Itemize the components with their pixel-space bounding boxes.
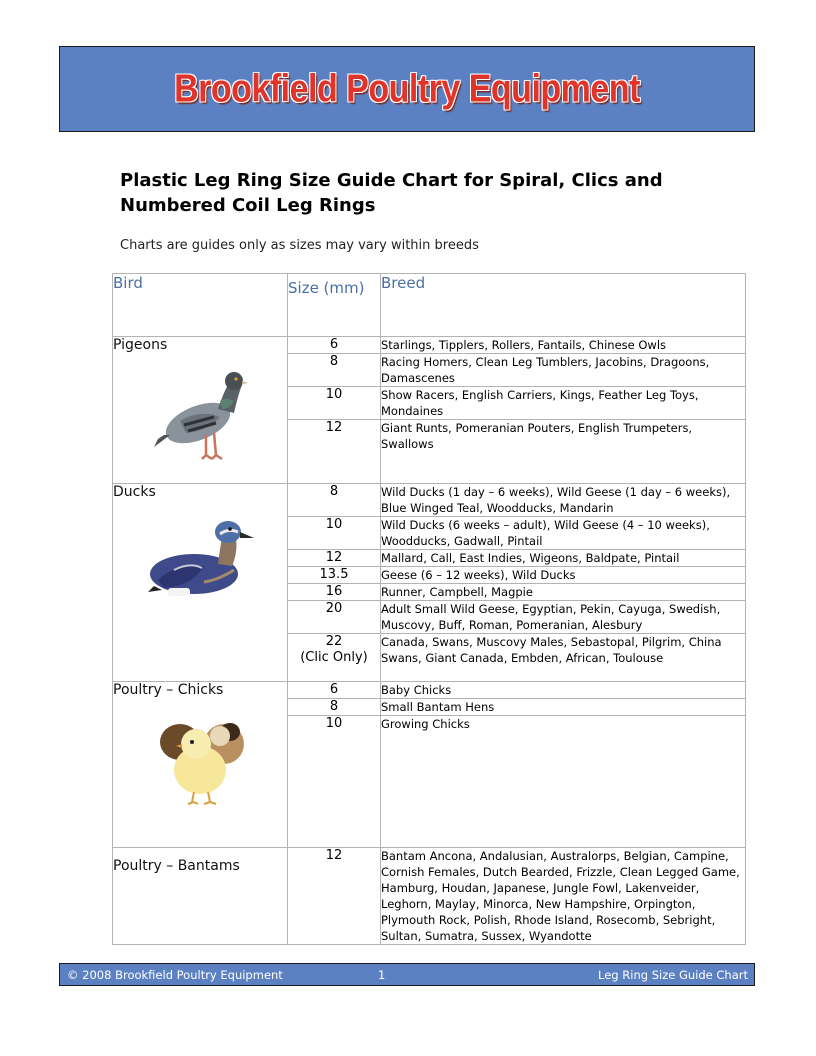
size-value: 13.5	[288, 567, 381, 584]
size-value: 20	[288, 601, 381, 634]
bird-group-bantams	[113, 848, 288, 945]
pigeon-image	[150, 361, 250, 471]
breed-list: Geese (6 – 12 weeks), Wild Ducks	[381, 567, 746, 584]
breed-list: Wild Ducks (6 weeks – adult), Wild Geese (4 – 10 weeks), Woodducks, Gadwall, Pintail	[381, 517, 746, 550]
breed-list: Wild Ducks (1 day – 6 weeks), Wild Geese (1 day – 6 weeks), Blue Winged Teal, Woodducks, Mandarin	[381, 484, 746, 517]
table-row	[113, 848, 746, 945]
breed-list: Growing Chicks	[381, 716, 746, 848]
brand-title: Brookfield Poultry Equipment	[174, 66, 640, 111]
header-banner	[59, 46, 755, 132]
breed-list: Mallard, Call, East Indies, Wigeons, Baldpate, Pintail	[381, 550, 746, 567]
size-value: 12	[288, 848, 381, 945]
table-row	[113, 484, 746, 517]
duck-image	[144, 508, 256, 604]
size-value: 6	[288, 337, 381, 354]
breed-list: Adult Small Wild Geese, Egyptian, Pekin, Cayuga, Swedish, Muscovy, Buff, Roman, Pomeranian, Alesbury	[381, 601, 746, 634]
breed-list: Racing Homers, Clean Leg Tumblers, Jacobins, Dragoons, Damascenes	[381, 354, 746, 387]
size-value: 8	[288, 354, 381, 387]
header-breed: Breed	[381, 274, 746, 337]
table-header-row	[113, 274, 746, 337]
bird-label: Poultry – Bantams	[113, 858, 240, 874]
size-value: 6	[288, 682, 381, 699]
header-bird: Bird	[113, 274, 288, 337]
breed-list: Bantam Ancona, Andalusian, Australorps, Belgian, Campine, Cornish Females, Dutch Bearded, Frizzle, Clean Legged Game, Hamburg, Houdan, Japanese, Jungle Fowl, Lakenveider, Leghorn, Maylay, Minorca, New Hampshire, Orpington, Plymouth Rock, Polish, Rhode Island, Rosecomb, Sebright, Sultan, Sumatra, Sussex, Wyandotte	[381, 848, 746, 945]
size-value: 12	[288, 550, 381, 567]
chicks-image	[150, 706, 250, 806]
size-guide-table	[112, 273, 746, 945]
table-row	[113, 682, 746, 699]
size-value: 12	[288, 420, 381, 484]
size-value: 8	[288, 484, 381, 517]
table-row	[113, 337, 746, 354]
size-value: 22	[325, 634, 343, 649]
footer-page-number: 1	[378, 968, 386, 982]
breed-list: Baby Chicks	[381, 682, 746, 699]
size-value: 10	[288, 716, 381, 848]
header-size: Size (mm)	[288, 274, 381, 337]
page-footer	[59, 963, 755, 986]
bird-group-pigeons	[113, 337, 288, 484]
page-title: Plastic Leg Ring Size Guide Chart for Spiral, Clics and Numbered Coil Leg Rings	[120, 170, 663, 216]
breed-list: Runner, Campbell, Magpie	[381, 584, 746, 601]
size-value: 10	[288, 517, 381, 550]
size-note: (Clic Only)	[300, 650, 368, 665]
breed-list: Canada, Swans, Muscovy Males, Sebastopal, Pilgrim, China Swans, Giant Canada, Embden, African, Toulouse	[381, 634, 746, 682]
bird-group-chicks	[113, 682, 288, 848]
page-subtitle: Charts are guides only as sizes may vary within breeds	[120, 238, 479, 253]
size-value: 8	[288, 699, 381, 716]
size-value: 10	[288, 387, 381, 420]
size-value: 16	[288, 584, 381, 601]
bird-label: Pigeons	[113, 337, 168, 353]
bird-label: Poultry – Chicks	[113, 682, 224, 698]
breed-list: Small Bantam Hens	[381, 699, 746, 716]
size-value-with-note	[288, 634, 381, 682]
footer-copyright: © 2008 Brookfield Poultry Equipment	[67, 968, 283, 982]
breed-list: Starlings, Tipplers, Rollers, Fantails, Chinese Owls	[381, 337, 746, 354]
breed-list: Giant Runts, Pomeranian Pouters, English Trumpeters, Swallows	[381, 420, 746, 484]
bird-group-ducks	[113, 484, 288, 682]
breed-list: Show Racers, English Carriers, Kings, Feather Leg Toys, Mondaines	[381, 387, 746, 420]
footer-doc-name: Leg Ring Size Guide Chart	[598, 968, 748, 982]
bird-label: Ducks	[113, 484, 156, 500]
